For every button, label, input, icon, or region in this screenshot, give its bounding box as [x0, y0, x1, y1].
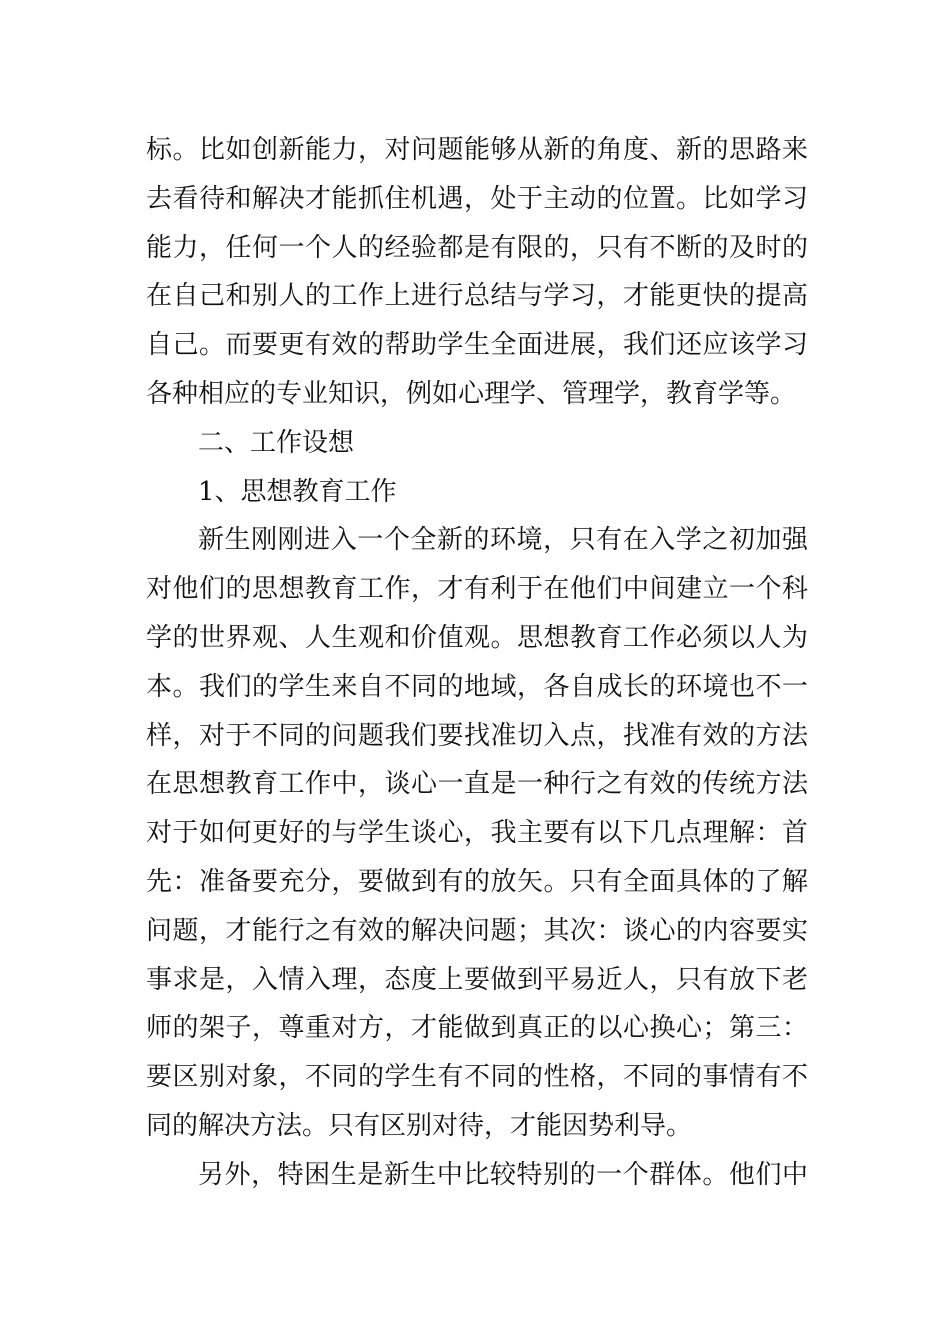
section-heading: 二、工作设想	[198, 427, 355, 458]
text-line: 在思想教育工作中，谈心一直是一种行之有效的传统方法	[146, 769, 808, 800]
text-line: 自己。而要更有效的帮助学生全面进展，我们还应该学习	[146, 330, 808, 361]
text-line: 本。我们的学生来自不同的地域，各自成长的环境也不一	[146, 671, 808, 702]
text-line: 各种相应的专业知识，例如心理学、管理学，教育学等。	[146, 378, 797, 409]
text-line: 对他们的思想教育工作，才有利于在他们中间建立一个科	[146, 574, 808, 605]
text-line: 问题，才能行之有效的解决问题；其次：谈心的内容要实	[146, 915, 808, 946]
text-line: 对于如何更好的与学生谈心，我主要有以下几点理解：首	[146, 818, 808, 849]
document-body	[146, 126, 808, 1200]
text-line: 去看待和解决才能抓住机遇，处于主动的位置。比如学习	[146, 183, 808, 214]
text-line: 先：准备要充分，要做到有的放矢。只有全面具体的了解	[146, 866, 808, 897]
subsection-heading: 1、思想教育工作	[198, 476, 397, 507]
text-line: 新生刚刚进入一个全新的环境，只有在入学之初加强	[198, 525, 808, 556]
text-line: 师的架子，尊重对方，才能做到真正的以心换心；第三：	[146, 1013, 808, 1044]
text-line: 学的世界观、人生观和价值观。思想教育工作必须以人为	[146, 622, 808, 653]
text-line: 另外，特困生是新生中比较特别的一个群体。他们中	[198, 1159, 808, 1190]
text-line: 能力，任何一个人的经验都是有限的，只有不断的及时的	[146, 232, 808, 263]
text-line: 在自己和别人的工作上进行总结与学习，才能更快的提高	[146, 281, 808, 312]
text-line: 事求是，入情入理，态度上要做到平易近人，只有放下老	[146, 964, 808, 995]
text-line: 同的解决方法。只有区别对待，才能因势利导。	[146, 1110, 693, 1141]
text-line: 样，对于不同的问题我们要找准切入点，找准有效的方法	[146, 720, 808, 751]
text-line: 标。比如创新能力，对问题能够从新的角度、新的思路来	[146, 135, 808, 165]
text-line: 要区别对象，不同的学生有不同的性格，不同的事情有不	[146, 1062, 808, 1093]
